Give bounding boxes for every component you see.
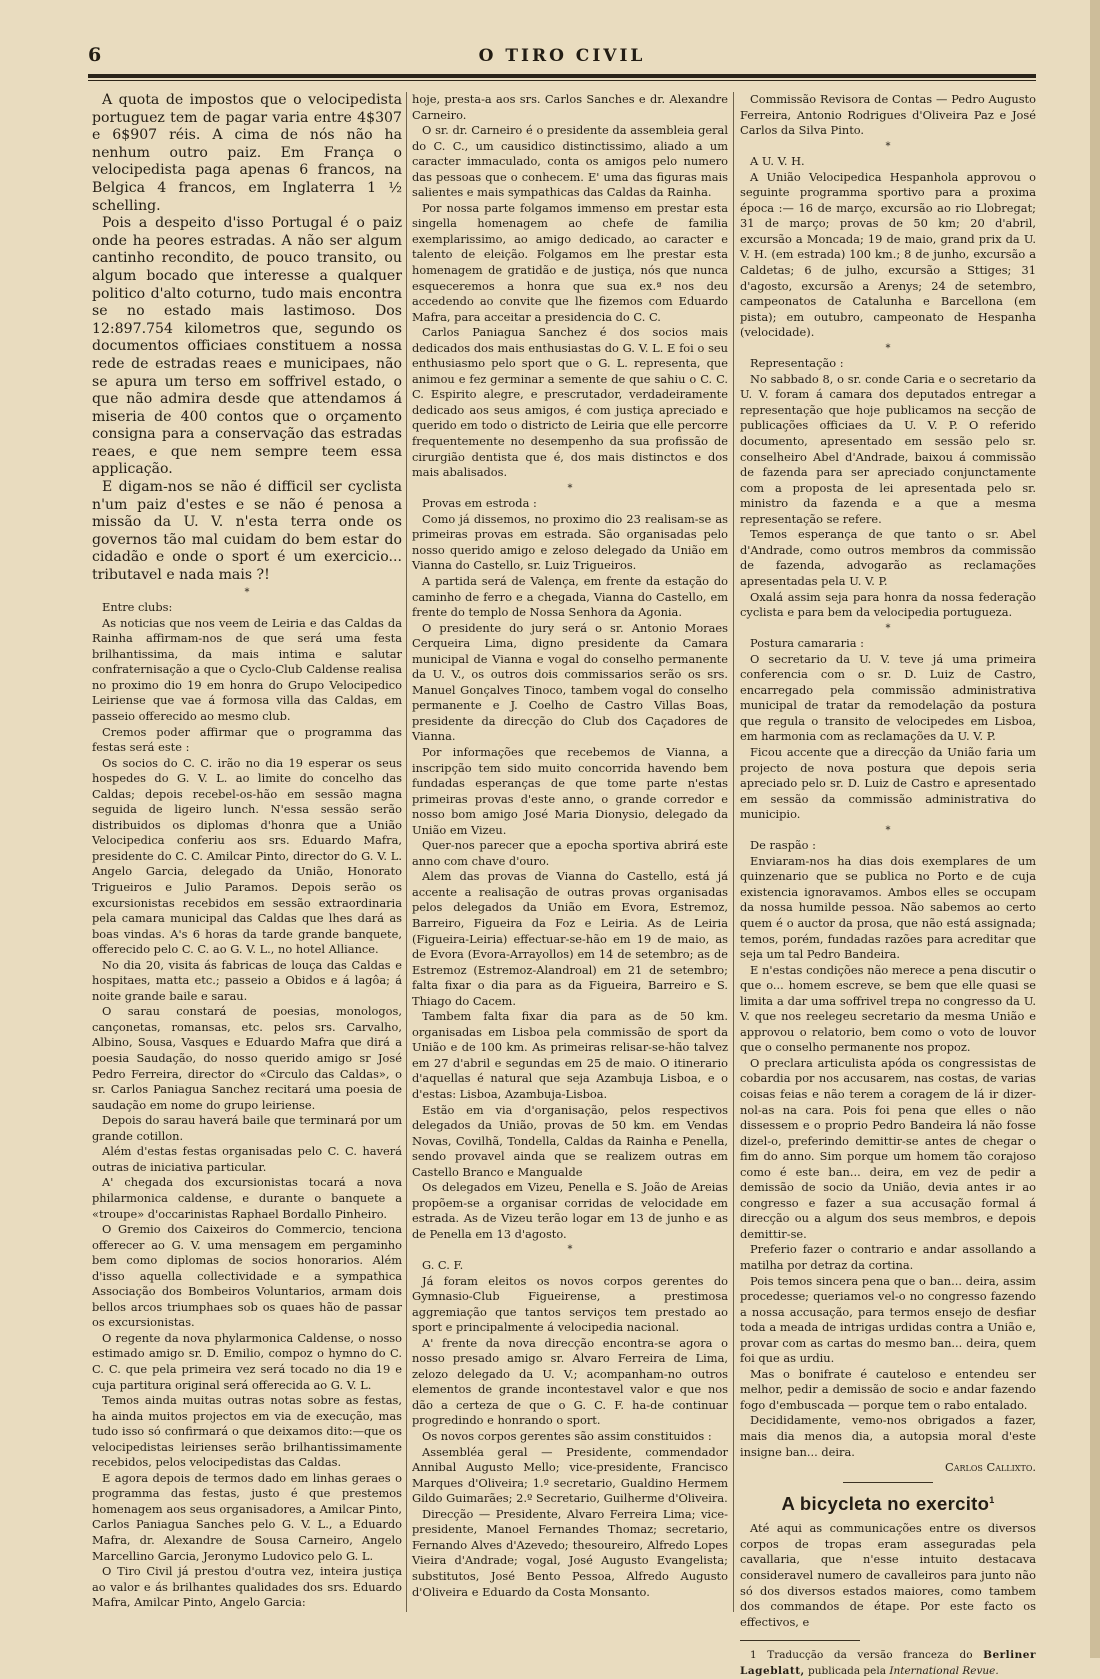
paragraph: A' frente da nova direcção encontra-se agora o nosso presado amigo sr. Alvaro Ferreira de Lima, zelozo delegado da U. V.; acompanham-no outros elementos de grande incontestavel valor e que nos dão a certeza de que o G. C. F. ha-de continuar progredindo e honrando o sport. (412, 1335, 728, 1428)
paragraph: Ficou accente que a direcção da União faria um projecto de nova postura que depois seria apreciado pelo sr. D. Luiz de Castro e apresentado em sessão da commissão administrativa do municipio. (740, 744, 1036, 822)
paragraph: Por nossa parte folgamos immenso em prestar esta singella homenagem ao chefe de familia exemplarissimo, ao amigo dedicado, ao caracter e talento de eleição. Folgamos em lhe prestar esta homenagem de gratidão e de justiça, nós que nunca esqueceremos a honra que sua ex.ª nos deu accedendo ao convite que lhe fizemos com Eduardo Mafra, para acceitar a presidencia do C. C. (412, 200, 728, 324)
paragraph: Direcção — Presidente, Alvaro Ferreira Lima; vice-presidente, Manoel Fernandes Thomaz; secretario, Fernando Alves d'Azevedo; thesoureiro, Alfredo Lopes Vieira d'Andrade; vogal, José Augusto Evangelista; substitutos, José Bento Pessoa, Alfredo Augusto d'Oliveira e Eduardo da Costa Monsanto. (412, 1506, 728, 1599)
section-heading: Postura camararia : (750, 636, 865, 651)
column-divider (733, 92, 734, 1612)
paragraph: Até aqui as communicações entre os diversos corpos de tropas eram asseguradas pela cavallaria, que n'esse intuito destacava consideravel numero de cavalleiros para junto não só dos diversos estados maiores, como tambem dos commandos de étape. Por este facto os effectivos, e (740, 1521, 1036, 1629)
paragraph: O preclara articulista apóda os congressistas de cobardia por nos accusarem, nas costas, de varias coisas feias e não terem a coragem de lá ir dizer-nol-as na cara. Pois foi pena que elles o não dissessem e o proprio Pedro Bandeira lá não fosse dizel-o, preferindo demittir-se antes de chegar o fim do anno. Sim porque um homem tão corajoso como é este ban... deira, em vez de pedir a demissão de socio da União, devia antes ir ao congresso e fazer a sua accusação formal á direcção ou a algum dos seus membros, e depois demittir-se. (740, 1055, 1036, 1241)
paragraph: Os novos corpos gerentes são assim constituidos : (422, 1429, 712, 1444)
section-heading: Provas em estroda : (422, 496, 537, 511)
paragraph: A quota de impostos que o velocipedista portuguez tem de pagar varia entre 4$307 e 6$907 réis. A cima de nós não ha nenhum outro paiz. Em França o velocipedista paga apenas 6 francos, na Belgica 4 francos, em Inglaterra 1 ½ schelling. (92, 92, 402, 214)
paragraph: O sr. dr. Carneiro é o presidente da assembleia geral do C. C., um causidico distinctissimo, aliado a um caracter immaculado, conta os amigos pelo numero das pessoas que o conhecem. E' uma das figuras mais salientes e mais sympathicas das Caldas da Rainha. (412, 123, 728, 200)
paragraph: Enviaram-nos ha dias dois exemplares de um quinzenario que se publica no Porto e de cuja existencia ignoravamos. Ambos elles se occupam da nossa humilde pessoa. Não sabemos ao certo quem é o auctor da prosa, que não está assignada; temos, porém, fundadas razões para acreditar que seja um tal Pedro Bandeira. (740, 853, 1036, 962)
section-heading: Representação : (750, 356, 844, 371)
paragraph: Temos esperança de que tanto o sr. Abel d'Andrade, como outros membros da commissão de fazenda, advogarão as reclamações apresentadas pela U. V. P. (740, 527, 1036, 588)
paragraph: Pois a despeito d'isso Portugal é o paiz onde ha peores estradas. A não ser algum cantinho recondito, de pouco transito, ou algum bocado que interesse a qualquer politico d'alto coturno, tudo mais encontra se no estado mais lastimoso. Dos 12:897.754 kilometros que, segundo os documentos officiaes constituem a nossa rede de estradas reaes e municipaes, não se apura um terso em soffrivel estado, o que não admira desde que attendamos á miseria de 400 contos que o orçamento consigna para a conservação das estradas reaes, e que nem sempre teem essa applicação. (92, 215, 402, 478)
footnote-rule (740, 1640, 860, 1641)
paragraph: O Tiro Civil já prestou d'outra vez, inteira justiça ao valor e ás brilhantes qualidades dos srs. Eduardo Mafra, Amilcar Pinto, Angelo Garcia: (92, 1564, 402, 1610)
paragraph: A partida será de Valença, em frente da estação do caminho de ferro e a chegada, Vianna do Castello, em frente do templo de Nossa Senhora da Agonia. (412, 573, 728, 620)
intro-article (92, 92, 402, 585)
paragraph: O presidente do jury será o sr. Antonio Moraes Cerqueira Lima, digno presidente da Camara municipal de Vianna e vogal do conselho permanente da U. V., os outros dois commissarios serão os srs. Manuel Gonçalves Tinoco, tambem vogal do conselho permanente e J. Coelho de Castro Villas Boas, presidente da direcção do Club dos Caçadores de Vianna. (412, 620, 728, 744)
column-2 (412, 92, 728, 1642)
paragraph: Carlos Paniagua Sanchez é dos socios mais dedicados dos mais enthusiastas do G. V. L. E foi o seu enthusiasmo pelo sport que o G. L. representa, que animou e fez germinar a semente de que sahiu o C. C. C. Espirito alegre, e prescrutador, verdadeiramente dedicado aos seus amigos, é com justiça apreciado e querido em todo o districto de Leiria que elle percorre frequentemente no desempenho da sua profissão de cirurgião dentista que é, dos mais distinctos e dos mais abalisados. (412, 325, 728, 480)
section-heading: De raspão : (750, 838, 816, 853)
paragraph: Alem das provas de Vianna do Castello, está já accente a realisação de outras provas organisadas pelos delegados da União em Evora, Estremoz, Barreiro, Figueira da Foz e Leiria. As de Leiria (Figueira-Leiria) effectuar-se-hão em 19 de maio, as de Evora (Evora-Arrayollos) em 14 de setembro; as de Estremoz (Estremoz-Alandroal) em 21 de setembro; falta fixar o dia para as da Figueira, Barreiro e S. Thiago do Cacem. (412, 869, 728, 1008)
paragraph: hoje, presta-a aos srs. Carlos Sanches e dr. Alexandre Carneiro. (412, 92, 728, 122)
paragraph: O regente da nova phylarmonica Caldense, o nosso estimado amigo sr. D. Emilio, compoz o hymno do C. C. C. que pela primeira vez será tocado no dia 19 e cuja partitura original será offerecida ao G. V. L. (92, 1330, 402, 1392)
section-separator: * (567, 482, 573, 494)
paragraph: Assembléa geral — Presidente, commendador Annibal Augusto Mello; vice-presidente, Francisco Marques d'Oliveira; 1.º secretario, Gualdino Hermem Gildo Guimarães; 2.º Secretario, Guilherme d'Oliveira. (412, 1444, 728, 1506)
article-heading (740, 1493, 1036, 1512)
footnote-marker: 1 (989, 1494, 995, 1505)
footnote-lead: 1 Traducção da versão franceza do (750, 1649, 973, 1662)
section-separator: * (885, 342, 891, 354)
paragraph: No dia 20, visita ás fabricas de louça das Caldas e hospitaes, matta etc.; passeio a Obidos e á lagôa; á noite grande baile e sarau. (92, 957, 402, 1003)
paragraph: Depois do sarau haverá baile que terminará por um grande cotillon. (92, 1113, 402, 1143)
paragraph: E digam-nos se não é difficil ser cyclista n'um paiz d'estes e se não é penosa a missão da U. V. n'esta terra onde os governos tão mal cuidam do bem estar do cidadão e onde o sport é um exercicio... tributavel e nada mais ?! (92, 479, 402, 584)
column-divider (406, 92, 407, 1612)
paragraph: E agora depois de termos dado em linhas geraes o programma das festas, justo é que prestemos homenagem aos seus organisadores, a Amilcar Pinto, Carlos Paniagua Sanches pelo G. V. L., a Eduardo Mafra, dr. Alexandre de Sousa Carneiro, Angelo Marcellino Garcia, Jeronymo Ludovico pelo G. L. (92, 1470, 402, 1563)
paragraph: O sarau constará de poesias, monologos, cançonetas, romansas, etc. pelos srs. Carvalho, Albino, Sousa, Vasques e Eduardo Mafra que dirá a poesia Saudação, do nosso querido amigo sr José Pedro Ferreira, director do «Circulo das Caldas», o sr. Carlos Paniagua Sanchez recitará uma poesia de saudação em nome do grupo leiriense. (92, 1004, 402, 1112)
paragraph: Tambem falta fixar dia para as de 50 km. organisadas em Lisboa pela commissão de sport da União e de 100 km. As primeiras relisar-se-hão talvez em 27 d'abril e segundas em 25 de maio. O itinerario d'aquellas é natural que seja Azambuja Lisboa, e o d'estas: Lisboa, Azambuja-Lisboa. (412, 1009, 728, 1101)
newspaper-title: O TIRO CIVIL (478, 46, 646, 66)
column-3 (740, 92, 1037, 1678)
paragraph: Pois temos sincera pena que o ban... deira, assim procedesse; queriamos vel-o no congresso fazendo a nossa accusação, para termos ensejo de desfiar toda a meada de intrigas urdidas contra a União e, provar com as cartas do mesmo ban... deira, quem foi que as urdiu. (740, 1273, 1036, 1366)
paragraph: Os delegados em Vizeu, Penella e S. João de Areias propõem-se a organisar corridas de velocidade em estrada. As de Vizeu terão logar em 13 de junho e as de Penella em 13 d'agosto. (412, 1180, 728, 1241)
section-heading: Entre clubs: (102, 600, 173, 615)
paragraph: Preferio fazer o contrario e andar assollando a matilha por detraz da cortina. (740, 1242, 1036, 1273)
paragraph: As noticias que nos veem de Leiria e das Caldas da Rainha affirmam-nos de que será uma festa brilhantissima, da mais intima e salutar confraternisação a que o Cyclo-Club Caldense realisa no proximo dio 19 em honra do Grupo Velocipedico Leiriense que vae á formosa villa das Caldas, em passeio offerecido ao mesmo club. (92, 615, 402, 723)
paragraph: No sabbado 8, o sr. conde Caria e o secretario da U. V. foram á camara dos deputados entregar a representação que hoje publicamos na secção de publicações officiaes da U. V. P. O referido documento, apresentado em sessão pelo sr. conselheiro Abel d'Andrade, baixou á commissão de fazenda para ser apreciado conjunctamente com a proposta de lei apresentada pelo sr. ministro da fazenda e a que a mesma representação se refere. (740, 371, 1036, 526)
section-heading: A U. V. H. (750, 154, 805, 169)
page-number: 6 (88, 44, 102, 66)
section-heading: G. C. F. (422, 1258, 464, 1273)
page-edge (1090, 0, 1100, 1658)
page-header (88, 40, 1036, 76)
section-separator: * (885, 824, 891, 836)
paragraph: E n'estas condições não merece a pena discutir o que o... homem escreve, se bem que elle quasi se limita a dar uma soffrivel trepa no congresso da U. V. que nos reelegeu secretario da mesma União e approvou o relatorio, bem como o voto de louvor que o conselho permanente nos propoz. (740, 962, 1036, 1055)
paragraph: O Gremio dos Caixeiros do Commercio, tenciona offerecer ao G. V. uma mensagem em pergaminho bem como diplomas de socios honorarios. Além d'isso aquella collectividade e a sympathica Associação dos Bombeiros Voluntarios, armam dois bellos arcos triumphaes sob os quaes hão de passar os excursionistas. (92, 1222, 402, 1330)
section-separator: * (885, 140, 891, 152)
section-separator: * (244, 586, 250, 598)
header-rule-thin (88, 80, 1036, 81)
article-end-rule (843, 1482, 933, 1483)
footnote-paper: Berliner Lageblatt, (740, 1649, 1037, 1678)
paragraph: A União Velocipedica Hespanhola approvou o seguinte programma sportivo para a proxima época :— 16 de março, excursão ao rio Llobregat; 31 de março; provas de 50 km; 20 d'abril, excursão a Moncada; 19 de maio, grand prix da U. V. H. (em estrada) 100 km.; 8 de junho, excursão a Caldetas; 6 de julho, excursão a Sttiges; 31 d'agosto, excursão a Arenys; 24 de setembro, campeonatos de Catalunha e Barcellona (em pista); em outubro, campeonato de Hespanha (velocidade). (740, 169, 1036, 340)
paragraph: Os socios do C. C. irão no dia 19 esperar os seus hospedes do G. V. L. ao limite do concelho das Caldas; depois recebel-os-hão em sessão magna seguida de ligeiro lunch. N'essa sessão serão distribuidos os diplomas d'honra que a União Velocipedica conferiu aos srs. Eduardo Mafra, presidente do C. C. Amilcar Pinto, director do G. V. L. Angelo Garcia, delegado da União, Honorato Trigueiros e Julio Paramos. Depois serão os excursionistas recebidos em sessão extraordinaria pela camara municipal das Caldas que lhes dará as boas vindas. A's 6 horas da tarde grande banquete, offerecido pelo C. C. ao G. V. L., no hotel Alliance. (92, 755, 402, 957)
paragraph: Como já dissemos, no proximo dio 23 realisam-se as primeiras provas em estrada. São organisadas pelo nosso querido amigo e zeloso delegado da União em Vianna do Castello, sr. Luiz Trigueiros. (412, 511, 728, 573)
paragraph: Quer-nos parecer que a epocha sportiva abrirá este anno com chave d'ouro. (412, 838, 728, 868)
paragraph: O secretario da U. V. teve já uma primeira conferencia com o sr. D. Luiz de Castro, encarregado pela commissão administrativa municipal de tratar da remodelação da postura que regula o transito de velocipedes em Lisboa, em harmonia com as reclamações da U. V. P. (740, 651, 1036, 744)
paragraph: A' chegada dos excursionistas tocará a nova philarmonica caldense, e durante o banquete a «troupe» d'occarinistas Raphael Bordallo Pinheiro. (92, 1175, 402, 1221)
paragraph: Temos ainda muitas outras notas sobre as festas, ha ainda muitos projectos em via de execução, mas tudo isso só confirmará o que deixamos dito:—que os velocipedistas leirienses serão brilhantissimamente recebidos, pelos velocipedistas das Caldas. (92, 1393, 402, 1470)
paragraph: Além d'estas festas organisadas pelo C. C. haverá outras de iniciativa particular. (92, 1144, 402, 1174)
paragraph: Por informações que recebemos de Vianna, a inscripção tem sido muito concorrida havendo bem fundadas esperanças de que tome parte n'estas primeiras provas d'este anno, o grande corredor e nosso bom amigo José Maria Dionysio, delegado da União em Vizeu. (412, 744, 728, 837)
section-separator: * (567, 1244, 573, 1256)
footnote-mid: publicada pela (808, 1665, 886, 1678)
paragraph: Decididamente, vemo-nos obrigados a fazer, mais dia menos dia, a autopsia moral d'este insigne ban... deira. (740, 1413, 1036, 1459)
paragraph: Estão em via d'organisação, pelos respectivos delegados da União, provas de 50 km. em Vendas Novas, Covilhã, Tondella, Caldas da Rainha e Penella, sendo provavel ainda que se realizem outras em Castello Branco e Mangualde (412, 1102, 728, 1179)
paragraph: Mas o bonifrate é cauteloso e entendeu ser melhor, pedir a demissão de socio e andar fazendo fogo d'embuscada — porque tem o rabo entalado. (740, 1366, 1036, 1412)
header-rule-thick (88, 74, 1036, 78)
paragraph: Commissão Revisora de Contas — Pedro Augusto Ferreira, Antonio Rodrigues d'Oliveira Paz e José Carlos da Silva Pinto. (740, 92, 1036, 138)
section-separator: * (885, 622, 891, 634)
footnote-magazine: International Revue. (889, 1665, 999, 1678)
paragraph: Já foram eleitos os novos corpos gerentes do Gymnasio-Club Figueirense, a prestimosa aggremiação que tantos serviços tem prestado ao sport e principalmente á velocipedia nacional. (412, 1273, 728, 1335)
paragraph: Cremos poder affirmar que o programma das festas será este : (92, 724, 402, 755)
footnote (740, 1647, 1036, 1679)
article-heading-text: A bicycleta no exercito (781, 1492, 990, 1514)
paragraph: Oxalá assim seja para honra da nossa federação cyclista e para bem da velocipedia portugueza. (740, 589, 1036, 620)
author-signature: Carlos Callixto. (945, 1460, 1036, 1475)
column-1 (92, 92, 402, 1642)
